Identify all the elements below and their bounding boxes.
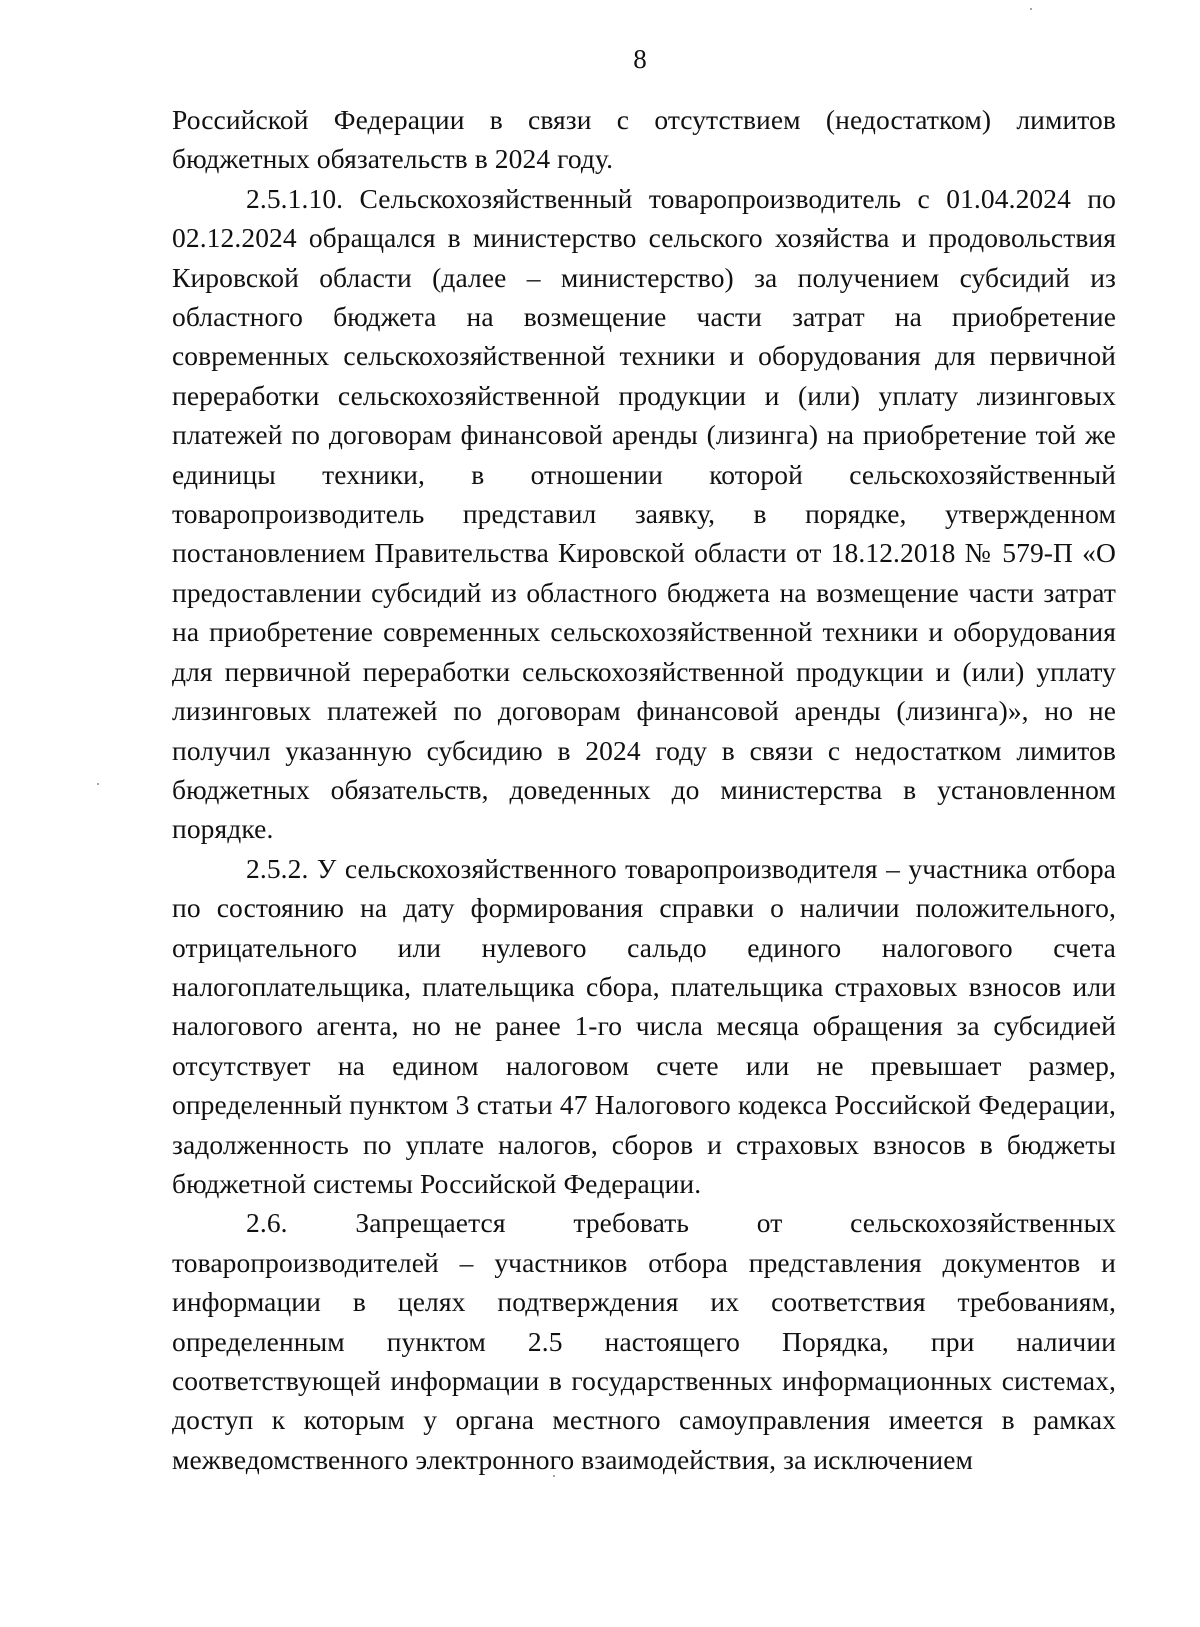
paragraph-continuation: Российской Федерации в связи с отсутствием (недостатком) лимитов бюджетных обязательств в 2024 году.: [172, 104, 1116, 175]
scan-speck: [1030, 8, 1032, 10]
scan-speck: [553, 1475, 555, 1477]
paragraph-2-6: 2.6. Запрещается требовать от сельскохозяйственных товаропроизводителей – участников отбора представления документов и информации в целях подтверждения их соответствия требованиям, определенным пунктом 2.5 настоящего Порядка, при наличии соответствующей информации в государственных информационных системах, доступ к которым у органа местного самоуправления имеется в рамках межведомственного электронного взаимодействия, за исключением: [172, 1207, 1116, 1475]
page-number: 8: [633, 44, 647, 74]
scan-speck: [97, 783, 99, 785]
paragraph-2-5-2: 2.5.2. У сельскохозяйственного товаропроизводителя – участника отбора по состоянию на дату формирования справки о наличии положительного, отрицательного или нулевого сальдо единого налогового счета налогоплательщика, плательщика сбора, плательщика страховых взносов или налогового агента, но не ранее 1-го числа месяца обращения за субсидией отсутствует на едином налоговом счете или не превышает размер, определенный пунктом 3 статьи 47 Налогового кодекса Российской Федерации, задолженность по уплате налогов, сборов и страховых взносов в бюджеты бюджетной системы Российской Федерации.: [172, 852, 1116, 1199]
document-body: [172, 100, 1116, 1479]
paragraph-2-5-1-10: 2.5.1.10. Сельскохозяйственный товаропроизводитель с 01.04.2024 по 02.12.2024 обращался в министерство сельского хозяйства и продовольствия Кировской области (далее – министерство) за получением субсидий из областного бюджета на возмещение части затрат на приобретение современных сельскохозяйственной техники и оборудования для первичной переработки сельскохозяйственной продукции и (или) уплату лизинговых платежей по договорам финансовой аренды (лизинга) на приобретение той же единицы техники, в отношении которой сельскохозяйственный товаропроизводитель представил заявку, в порядке, утвержденном постановлением Правительства Кировской области от 18.12.2018 № 579-П «О предоставлении субсидий из областного бюджета на возмещение части затрат на приобретение современных сельскохозяйственной техники и оборудования для первичной переработки сельскохозяйственной продукции и (или) уплату лизинговых платежей по договорам финансовой аренды (лизинга)», но не получил указанную субсидию в 2024 году в связи с недостатком лимитов бюджетных обязательств, доведенных до министерства в установленном порядке.: [172, 182, 1116, 845]
